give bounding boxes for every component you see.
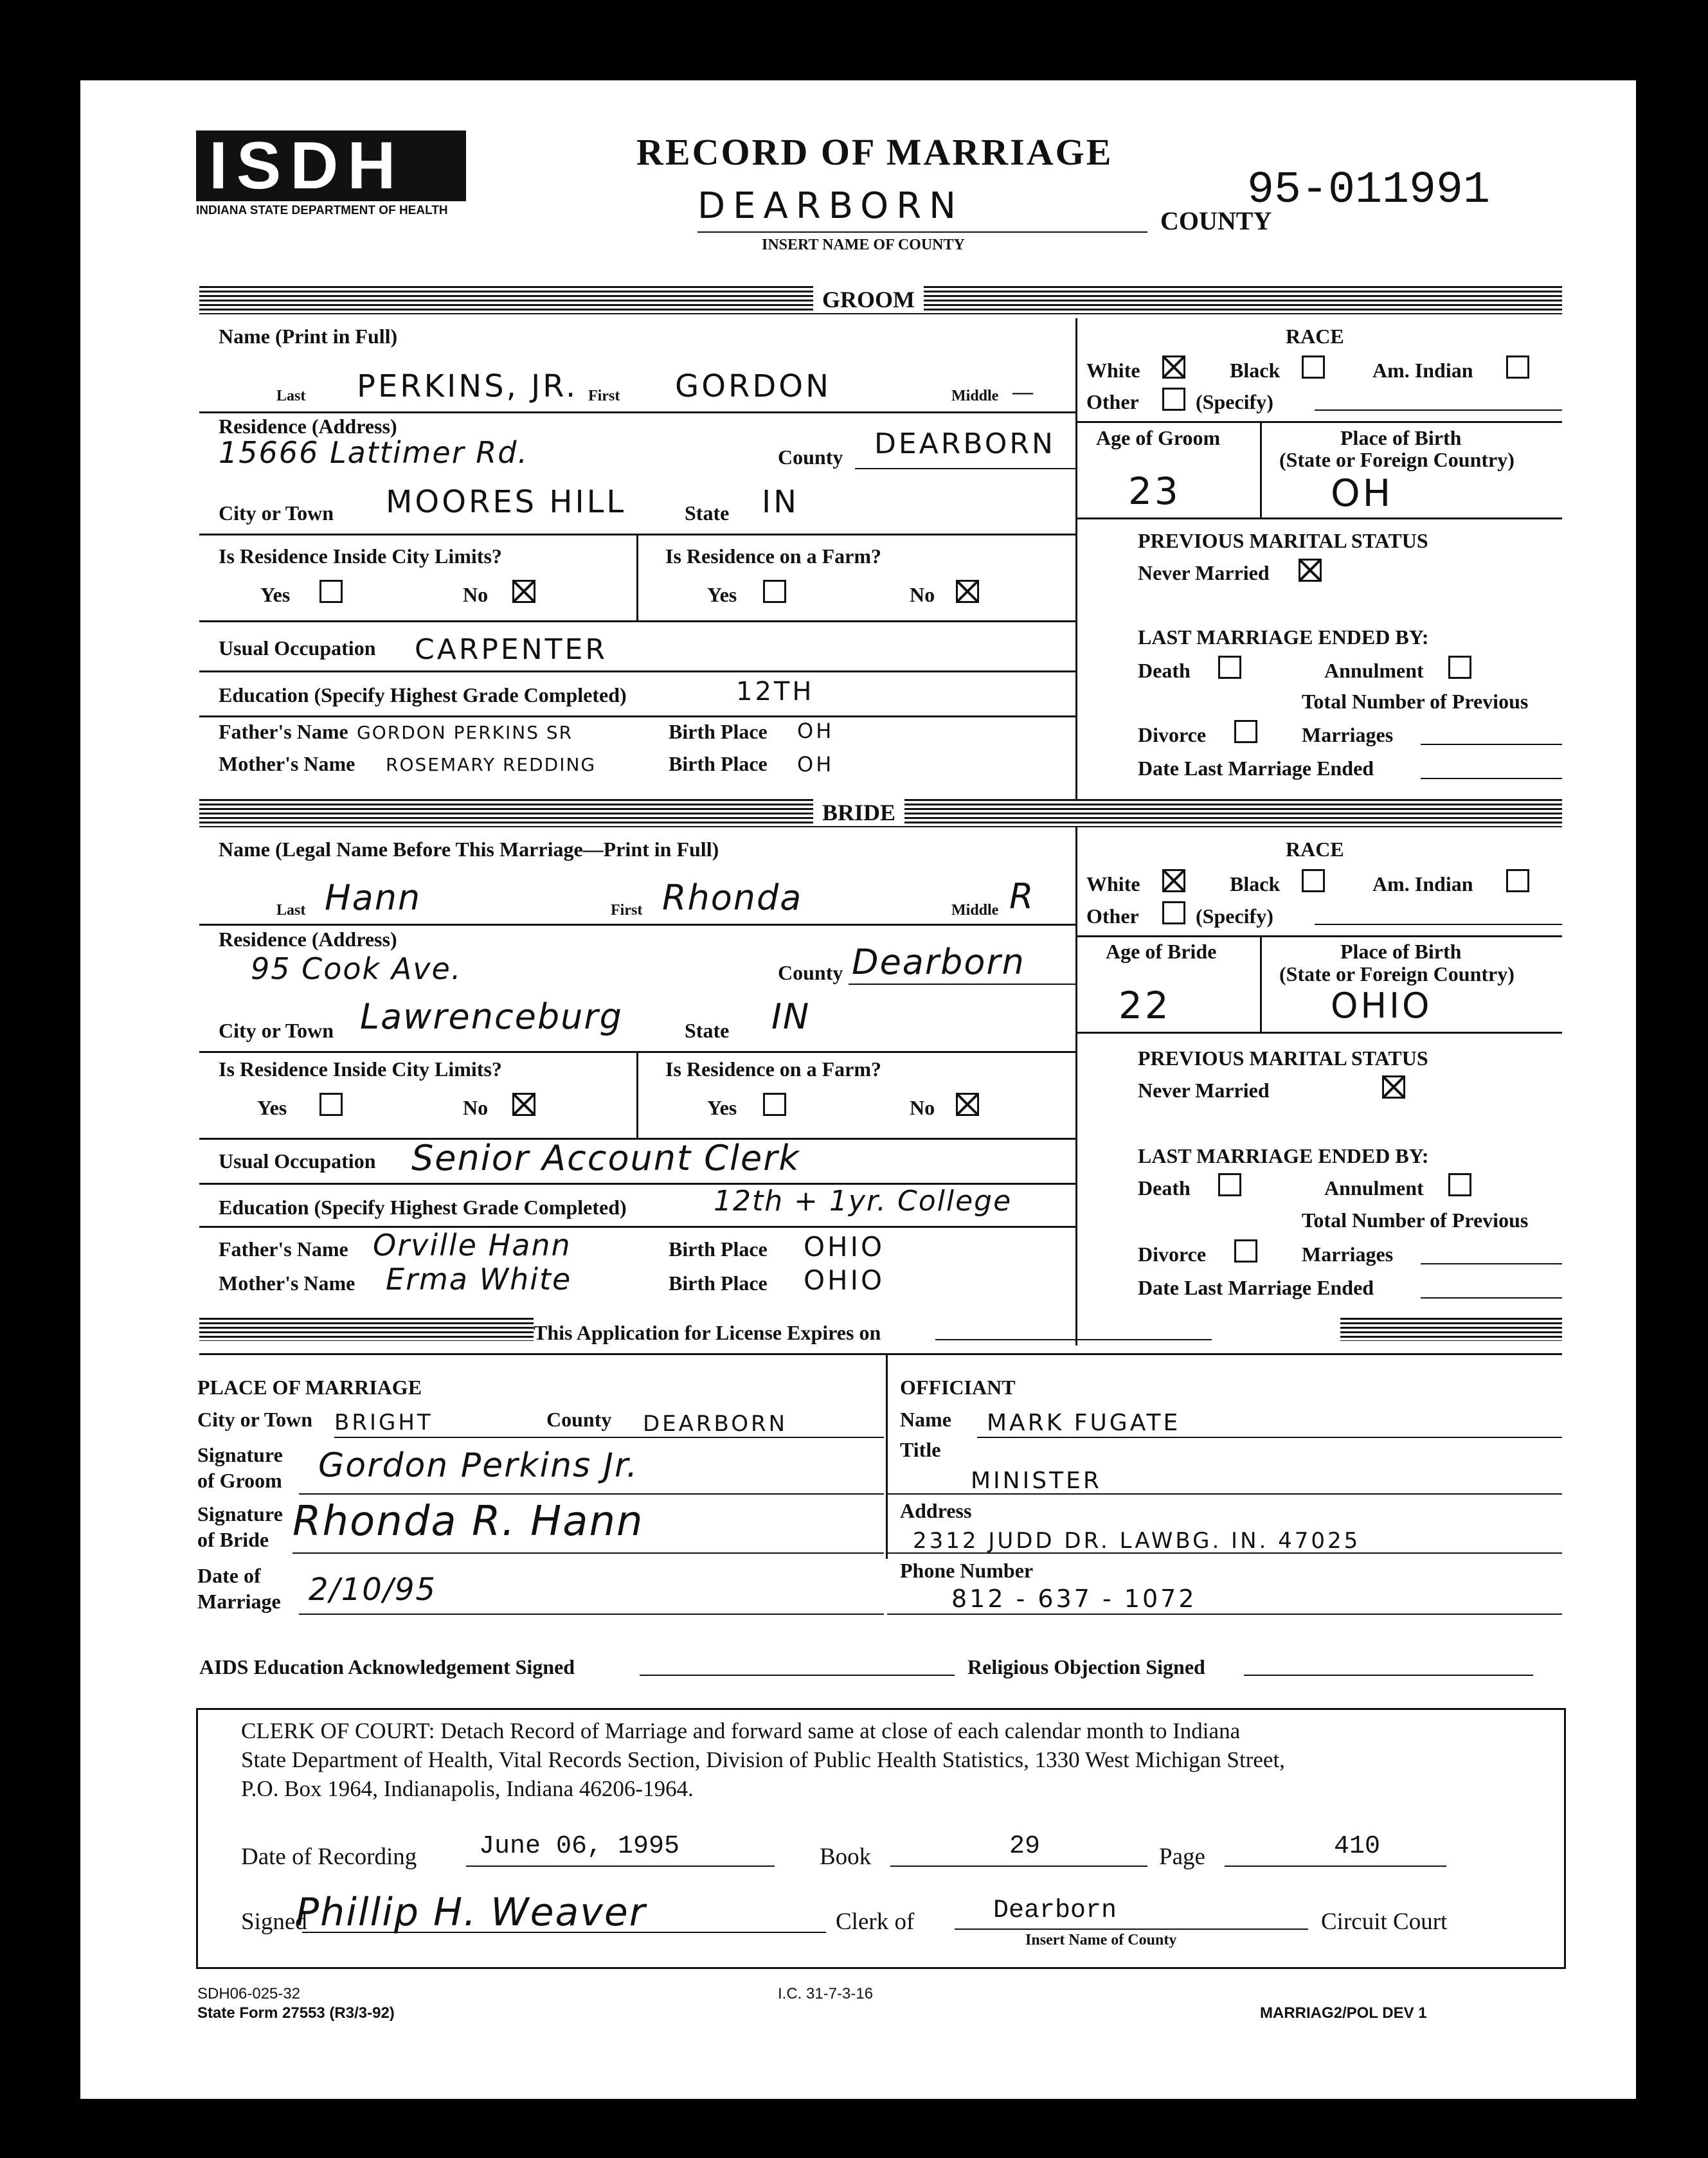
bride-county-label: County [778,961,843,984]
bride-age-label: Age of Bride [1106,940,1217,963]
groom-mother-label: Mother's Name [219,752,355,775]
groom-middle: — [1012,380,1033,403]
bride-marriages-label: Marriages [1302,1243,1394,1266]
bride-occupation-label: Usual Occupation [219,1149,376,1173]
bride-never-married-checkbox[interactable] [1382,1075,1405,1099]
book-label: Book [820,1844,872,1870]
groom-race-heading: RACE [1286,325,1344,348]
bride-specify-label: (Specify) [1196,904,1273,928]
license-bar-left [199,1318,534,1341]
groom-father: GORDON PERKINS SR [357,722,573,743]
circuit-court-label: Circuit Court [1321,1909,1448,1935]
groom-total-prev-label: Total Number of Previous [1302,690,1529,713]
marriage-date-label-2: Marriage [197,1590,281,1613]
bride-black-label: Black [1230,872,1281,895]
bride-age: 22 [1119,984,1171,1027]
bride-last-ended-heading: LAST MARRIAGE ENDED BY: [1138,1144,1429,1167]
groom-father-birthplace-label: Birth Place [669,720,768,743]
groom-last: PERKINS, JR. [357,368,579,404]
bride-pob: OHIO [1331,985,1432,1026]
record-of-marriage-form [80,80,1636,2099]
bride-father-birthplace: OHIO [804,1231,885,1263]
groom-farm-yes-checkbox[interactable] [763,580,786,603]
bride-city: Lawrenceburg [360,996,623,1037]
bride-farm-yes-label: Yes [707,1096,737,1119]
bride-total-prev-label: Total Number of Previous [1302,1209,1529,1232]
bride-first: Rhonda [662,877,803,918]
signed-label: Signed [241,1909,307,1935]
bride-annulment-checkbox[interactable] [1448,1173,1471,1196]
groom-county-label: County [778,445,843,469]
bride-signature-label-2: of Bride [197,1528,269,1551]
bride-death-label: Death [1138,1176,1191,1200]
bride-divorce-checkbox[interactable] [1234,1239,1257,1263]
clerk-county-caption: Insert Name of County [1025,1932,1177,1948]
bride-father-birthplace-label: Birth Place [669,1237,768,1261]
bride-first-label: First [611,902,643,919]
bride-farm-no-checkbox[interactable] [956,1093,979,1116]
groom-prev-status-heading: PREVIOUS MARITAL STATUS [1138,529,1428,552]
groom-section-title: GROOM [813,286,924,313]
clerk-of-label: Clerk of [836,1909,915,1935]
place-county-label: County [546,1408,612,1431]
religious-objection-label: Religious Objection Signed [967,1655,1205,1678]
bride-occupation: Senior Account Clerk [411,1138,800,1178]
bride-signature-label-1: Signature [197,1502,283,1525]
officiant-heading: OFFICIANT [900,1376,1016,1399]
groom-divorce-checkbox[interactable] [1234,720,1257,743]
groom-signature: Gordon Perkins Jr. [318,1446,639,1485]
county-value: DEARBORN [697,185,964,227]
groom-occupation-label: Usual Occupation [219,636,376,660]
bride-other-checkbox[interactable] [1162,901,1185,924]
officiant-name: MARK FUGATE [987,1410,1181,1436]
groom-occupation: CARPENTER [415,633,607,666]
bride-county: Dearborn [852,942,1025,982]
clerk-county: Dearborn [993,1896,1117,1925]
groom-never-married-label: Never Married [1138,561,1270,584]
groom-am-indian-checkbox[interactable] [1506,355,1529,379]
bride-farm-no-label: No [910,1096,935,1119]
bride-annulment-label: Annulment [1324,1176,1424,1200]
clerk-instructions-1: CLERK OF COURT: Detach Record of Marriage and forward same at close of each calendar month to Indiana [241,1718,1241,1743]
bride-pob-sub: (State or Foreign Country) [1279,962,1515,985]
bride-last-label: Last [276,902,306,919]
officiant-address: 2312 JUDD DR. LAWBG. IN. 47025 [913,1528,1361,1554]
groom-mother-birthplace-label: Birth Place [669,752,768,775]
bride-city-limits-yes-checkbox[interactable] [319,1093,343,1116]
bride-mother-birthplace-label: Birth Place [669,1272,768,1295]
groom-education-label: Education (Specify Highest Grade Completed) [219,683,627,706]
place-county: DEARBORN [643,1411,788,1437]
groom-age: 23 [1128,469,1181,513]
bride-pob-label: Place of Birth [1340,940,1462,963]
bride-city-limits-yes-label: Yes [257,1096,287,1119]
bride-farm-yes-checkbox[interactable] [763,1093,786,1116]
groom-education: 12TH [736,677,814,706]
groom-other-checkbox[interactable] [1162,388,1185,411]
place-heading: PLACE OF MARRIAGE [197,1376,422,1399]
state-form: State Form 27553 (R3/3-92) [197,2004,395,2022]
groom-death-label: Death [1138,659,1191,682]
bride-state: IN [771,996,811,1037]
agency-name: INDIANA STATE DEPARTMENT OF HEALTH [196,204,448,217]
groom-annulment-checkbox[interactable] [1448,656,1471,679]
place-city-label: City or Town [197,1408,313,1431]
bride-education: 12th + 1yr. College [714,1185,1012,1218]
marriage-date: 2/10/95 [309,1572,437,1608]
bride-city-label: City or Town [219,1019,334,1042]
groom-city-limits-no-label: No [463,583,489,606]
groom-date-last-ended-label: Date Last Marriage Ended [1138,757,1374,780]
groom-divorce-label: Divorce [1138,723,1207,746]
groom-pob-sub: (State or Foreign Country) [1279,448,1515,471]
groom-specify-label: (Specify) [1196,390,1273,413]
marriage-date-label-1: Date of [197,1564,261,1587]
officiant-phone: 812 - 637 - 1072 [951,1585,1197,1613]
page-label: Page [1159,1844,1205,1870]
groom-residence: 15666 Lattimer Rd. [219,435,529,470]
bride-prev-status-heading: PREVIOUS MARITAL STATUS [1138,1047,1428,1070]
bride-race-heading: RACE [1286,838,1344,861]
logo-text: ISDH [209,129,405,203]
groom-state-label: State [685,501,730,525]
bride-state-label: State [685,1019,730,1042]
officiant-address-label: Address [900,1499,972,1522]
groom-city: MOORES HILL [386,484,627,520]
groom-white-label: White [1086,359,1140,382]
groom-other-label: Other [1086,390,1139,413]
groom-white-checkbox[interactable] [1162,355,1185,379]
bride-mother: Erma White [386,1262,572,1297]
recording-date: June 06, 1995 [479,1832,680,1861]
groom-first-label: First [588,388,620,404]
clerk-instructions-3: P.O. Box 1964, Indianapolis, Indiana 46206-1964. [241,1776,694,1801]
bride-white-label: White [1086,872,1140,895]
groom-residence-label: Residence (Address) [219,415,397,438]
bride-city-limits-no-label: No [463,1096,489,1119]
bride-signature: Rhonda R. Hann [292,1498,644,1545]
bride-mother-birthplace: OHIO [804,1264,885,1296]
county-caption: INSERT NAME OF COUNTY [762,237,965,253]
license-bar-right [1340,1318,1562,1341]
groom-annulment-label: Annulment [1324,659,1424,682]
groom-city-limits-yes-checkbox[interactable] [319,580,343,603]
groom-city-limits-no-checkbox[interactable] [512,580,535,603]
groom-signature-label-2: of Groom [197,1469,282,1492]
groom-city-label: City or Town [219,501,334,525]
bride-city-limits-question: Is Residence Inside City Limits? [219,1057,502,1081]
clerk-instructions-2: State Department of Health, Vital Records Section, Division of Public Health Statistics, 1330 West Michigan Street, [241,1747,1285,1772]
groom-signature-label-1: Signature [197,1443,283,1466]
groom-black-checkbox[interactable] [1302,355,1325,379]
license-expires-label: This Application for License Expires on [534,1321,881,1344]
groom-father-birthplace: OH [797,719,834,743]
bride-middle-label: Middle [951,902,999,919]
bride-city-limits-no-checkbox[interactable] [512,1093,535,1116]
groom-name-label: Name (Print in Full) [219,325,398,348]
form-title: RECORD OF MARRIAGE [636,131,1113,173]
bride-farm-question: Is Residence on a Farm? [665,1057,881,1081]
officiant-name-label: Name [900,1408,951,1431]
isdh-logo [196,130,466,201]
groom-city-limits-yes-label: Yes [260,583,291,606]
bride-father: Orville Hann [373,1228,571,1263]
groom-age-label: Age of Groom [1096,426,1221,449]
groom-father-label: Father's Name [219,720,348,743]
groom-pob-label: Place of Birth [1340,426,1462,449]
groom-last-label: Last [276,388,306,404]
bride-residence-label: Residence (Address) [219,928,397,951]
bride-last: Hann [325,877,422,918]
groom-last-ended-heading: LAST MARRIAGE ENDED BY: [1138,625,1429,649]
officiant-title: MINISTER [971,1468,1102,1494]
officiant-title-label: Title [900,1438,941,1461]
bride-middle: R [1009,876,1035,917]
bride-residence: 95 Cook Ave. [251,951,462,986]
bride-date-last-ended-label: Date Last Marriage Ended [1138,1276,1374,1299]
groom-state: IN [762,484,800,520]
page-value: 410 [1334,1832,1381,1861]
bride-mother-label: Mother's Name [219,1272,355,1295]
groom-mother-birthplace: OH [797,752,834,777]
groom-death-checkbox[interactable] [1218,656,1241,679]
officiant-phone-label: Phone Number [900,1559,1034,1582]
place-city: BRIGHT [334,1410,433,1435]
groom-farm-no-label: No [910,583,935,606]
bride-am-indian-label: Am. Indian [1372,872,1473,895]
groom-city-limits-question: Is Residence Inside City Limits? [219,544,502,568]
bride-education-label: Education (Specify Highest Grade Completed) [219,1196,627,1219]
bride-never-married-label: Never Married [1138,1079,1270,1102]
groom-black-label: Black [1230,359,1281,382]
record-number: 95-011991 [1247,165,1491,216]
bride-divorce-label: Divorce [1138,1243,1207,1266]
dev-code: MARRIAG2/POL DEV 1 [1260,2004,1427,2022]
bride-name-label: Name (Legal Name Before This Marriage—Print in Full) [219,838,719,861]
bride-other-label: Other [1086,904,1139,928]
form-code: SDH06-025-32 [197,1985,301,2002]
groom-county: DEARBORN [874,427,1056,460]
recording-date-label: Date of Recording [241,1844,417,1870]
bride-father-label: Father's Name [219,1237,348,1261]
clerk-signature: Phillip H. Weaver [296,1890,647,1935]
aids-ack-label: AIDS Education Acknowledgement Signed [199,1655,575,1678]
ic-code: I.C. 31-7-3-16 [778,1985,874,2002]
groom-am-indian-label: Am. Indian [1372,359,1473,382]
bride-black-checkbox[interactable] [1302,869,1325,892]
groom-farm-question: Is Residence on a Farm? [665,544,881,568]
groom-middle-label: Middle [951,388,999,404]
groom-mother: ROSEMARY REDDING [386,754,597,775]
groom-farm-yes-label: Yes [707,583,737,606]
county-label: COUNTY [1160,206,1272,235]
groom-farm-no-checkbox[interactable] [956,580,979,603]
groom-never-married-checkbox[interactable] [1299,559,1322,582]
bride-section-title: BRIDE [813,799,904,826]
groom-pob: OH [1331,471,1394,515]
bride-death-checkbox[interactable] [1218,1173,1241,1196]
groom-marriages-label: Marriages [1302,723,1394,746]
bride-am-indian-checkbox[interactable] [1506,869,1529,892]
book-value: 29 [1009,1832,1041,1861]
bride-white-checkbox[interactable] [1162,869,1185,892]
groom-first: GORDON [675,368,831,404]
